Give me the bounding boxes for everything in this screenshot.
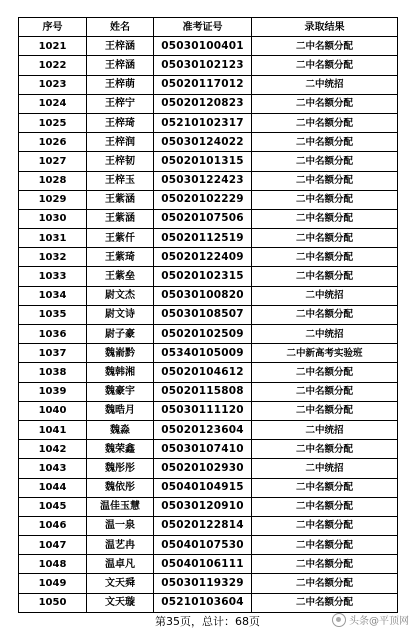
result-cell: 二中名额分配 [252,113,398,132]
exam-ticket-cell: 05040107530 [154,536,252,555]
name-cell: 魏依彤 [87,478,154,497]
exam-ticket-cell: 05030102123 [154,56,252,75]
result-cell: 二中名额分配 [252,267,398,286]
exam-ticket-cell: 05030122423 [154,171,252,190]
watermark-text: 头条@平顶网 [349,616,409,627]
serial-number-cell: 1045 [19,497,87,516]
table-row [19,75,398,94]
result-cell: 二中名额分配 [252,305,398,324]
name-cell: 温卓凡 [87,555,154,574]
table-row [19,209,398,228]
name-cell: 王梓琦 [87,113,154,132]
result-cell: 二中名额分配 [252,536,398,555]
serial-number-cell: 1047 [19,536,87,555]
name-cell: 魏荣鑫 [87,440,154,459]
name-cell: 魏彤彤 [87,459,154,478]
serial-number-cell: 1025 [19,113,87,132]
name-cell: 王紫涵 [87,190,154,209]
table-row [19,536,398,555]
admission-results-table [18,17,398,613]
serial-number-cell: 1030 [19,209,87,228]
serial-number-cell: 1039 [19,382,87,401]
table-row [19,478,398,497]
exam-ticket-cell: 05020104612 [154,363,252,382]
table-row [19,363,398,382]
table-row [19,401,398,420]
serial-number-cell: 1035 [19,305,87,324]
result-cell: 二中名额分配 [252,593,398,612]
result-cell: 二中名额分配 [252,574,398,593]
name-cell: 尉文杰 [87,286,154,305]
result-cell: 二中名额分配 [252,171,398,190]
table-row [19,248,398,267]
name-cell: 王梓涵 [87,56,154,75]
result-cell: 二中新高考实验班 [252,344,398,363]
name-cell: 王梓萌 [87,75,154,94]
name-cell: 魏嵛黔 [87,344,154,363]
exam-ticket-cell: 05030107410 [154,440,252,459]
exam-ticket-cell: 05020102930 [154,459,252,478]
name-cell: 王梓韧 [87,152,154,171]
table-row [19,56,398,75]
serial-number-cell: 1024 [19,94,87,113]
table-row [19,286,398,305]
table-row [19,497,398,516]
serial-number-cell: 1050 [19,593,87,612]
exam-ticket-cell: 05030124022 [154,133,252,152]
exam-ticket-cell: 05020101315 [154,152,252,171]
result-cell: 二中名额分配 [252,363,398,382]
result-cell: 二中名额分配 [252,152,398,171]
result-cell: 二中统招 [252,286,398,305]
name-cell: 王紫仟 [87,229,154,248]
table-row [19,171,398,190]
serial-number-cell: 1043 [19,459,87,478]
serial-number-cell: 1021 [19,37,87,56]
exam-ticket-cell: 05030108507 [154,305,252,324]
result-cell: 二中统招 [252,459,398,478]
exam-ticket-cell: 05020112519 [154,229,252,248]
result-cell: 二中名额分配 [252,209,398,228]
table-body [19,37,398,613]
serial-number-cell: 1040 [19,401,87,420]
exam-ticket-cell: 05020123604 [154,420,252,439]
exam-ticket-cell: 05030119329 [154,574,252,593]
table-row [19,152,398,171]
exam-ticket-cell: 05030100820 [154,286,252,305]
header-name: 姓名 [87,18,154,37]
result-cell: 二中名额分配 [252,382,398,401]
serial-number-cell: 1027 [19,152,87,171]
name-cell: 温一泉 [87,516,154,535]
table-row [19,267,398,286]
table-row [19,593,398,612]
name-cell: 王紫垒 [87,267,154,286]
name-cell: 王梓玉 [87,171,154,190]
exam-ticket-cell: 05020122814 [154,516,252,535]
exam-ticket-cell: 05040104915 [154,478,252,497]
name-cell: 王梓润 [87,133,154,152]
serial-number-cell: 1036 [19,325,87,344]
serial-number-cell: 1049 [19,574,87,593]
exam-ticket-cell: 05340105009 [154,344,252,363]
name-cell: 温佳玉慧 [87,497,154,516]
result-cell: 二中名额分配 [252,229,398,248]
name-cell: 魏韩湘 [87,363,154,382]
name-cell: 王紫琦 [87,248,154,267]
serial-number-cell: 1034 [19,286,87,305]
exam-ticket-cell: 05040106111 [154,555,252,574]
name-cell: 魏豪宇 [87,382,154,401]
table-row [19,229,398,248]
serial-number-cell: 1026 [19,133,87,152]
name-cell: 文天璇 [87,593,154,612]
serial-number-cell: 1046 [19,516,87,535]
admission-table-sheet [18,17,397,613]
table-row [19,113,398,132]
source-watermark [332,612,409,627]
exam-ticket-cell: 05030100401 [154,37,252,56]
serial-number-cell: 1041 [19,420,87,439]
exam-ticket-cell: 05020115808 [154,382,252,401]
result-cell: 二中名额分配 [252,555,398,574]
table-row [19,37,398,56]
header-admission-result: 录取结果 [252,18,398,37]
exam-ticket-cell: 05030120910 [154,497,252,516]
table-row [19,325,398,344]
table-row [19,133,398,152]
result-cell: 二中统招 [252,75,398,94]
result-cell: 二中名额分配 [252,401,398,420]
result-cell: 二中统招 [252,420,398,439]
name-cell: 王紫涵 [87,209,154,228]
table-row [19,440,398,459]
header-exam-ticket-number: 准考证号 [154,18,252,37]
result-cell: 二中名额分配 [252,56,398,75]
table-row [19,574,398,593]
name-cell: 尉子豪 [87,325,154,344]
page-footer: 第35页，总计：68页 [155,615,260,628]
serial-number-cell: 1029 [19,190,87,209]
name-cell: 王梓宁 [87,94,154,113]
name-cell: 魏淼 [87,420,154,439]
serial-number-cell: 1037 [19,344,87,363]
result-cell: 二中名额分配 [252,516,398,535]
result-cell: 二中统招 [252,325,398,344]
result-cell: 二中名额分配 [252,37,398,56]
serial-number-cell: 1042 [19,440,87,459]
table-row [19,516,398,535]
exam-ticket-cell: 05020102509 [154,325,252,344]
table-header-row [19,18,398,37]
serial-number-cell: 1033 [19,267,87,286]
result-cell: 二中名额分配 [252,248,398,267]
serial-number-cell: 1022 [19,56,87,75]
exam-ticket-cell: 05020122409 [154,248,252,267]
result-cell: 二中名额分配 [252,440,398,459]
serial-number-cell: 1048 [19,555,87,574]
result-cell: 二中名额分配 [252,133,398,152]
exam-ticket-cell: 05020102315 [154,267,252,286]
watermark-logo-icon [332,613,346,627]
table-row [19,305,398,324]
exam-ticket-cell: 05210103604 [154,593,252,612]
serial-number-cell: 1031 [19,229,87,248]
exam-ticket-cell: 05020107506 [154,209,252,228]
serial-number-cell: 1038 [19,363,87,382]
exam-ticket-cell: 05030111120 [154,401,252,420]
serial-number-cell: 1028 [19,171,87,190]
table-row [19,555,398,574]
result-cell: 二中名额分配 [252,94,398,113]
exam-ticket-cell: 05020102229 [154,190,252,209]
serial-number-cell: 1044 [19,478,87,497]
serial-number-cell: 1023 [19,75,87,94]
name-cell: 王梓涵 [87,37,154,56]
table-row [19,190,398,209]
result-cell: 二中名额分配 [252,497,398,516]
exam-ticket-cell: 05020120823 [154,94,252,113]
header-serial-number: 序号 [19,18,87,37]
result-cell: 二中名额分配 [252,190,398,209]
name-cell: 尉文诗 [87,305,154,324]
serial-number-cell: 1032 [19,248,87,267]
name-cell: 温艺冉 [87,536,154,555]
table-row [19,382,398,401]
table-row [19,459,398,478]
name-cell: 魏晧月 [87,401,154,420]
exam-ticket-cell: 05020117012 [154,75,252,94]
exam-ticket-cell: 05210102317 [154,113,252,132]
result-cell: 二中名额分配 [252,478,398,497]
name-cell: 文天舜 [87,574,154,593]
table-row [19,420,398,439]
table-row [19,344,398,363]
table-row [19,94,398,113]
